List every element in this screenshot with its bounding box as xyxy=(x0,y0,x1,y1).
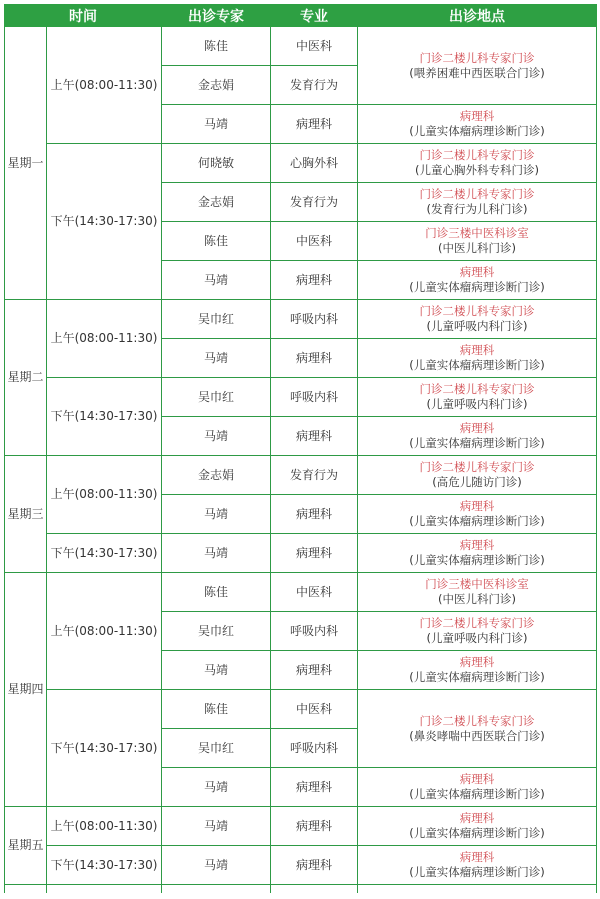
location-cell xyxy=(358,378,597,417)
location-sub: (儿童实体瘤病理诊断门诊) xyxy=(409,358,545,372)
slot-cell: 下午(14:30-17:30) xyxy=(47,144,162,300)
table-row xyxy=(5,846,597,885)
location-cell xyxy=(358,417,597,456)
footer-cell xyxy=(271,885,358,894)
location-cell xyxy=(358,807,597,846)
location-cell xyxy=(358,222,597,261)
location-sub: (儿童实体瘤病理诊断门诊) xyxy=(409,670,545,684)
dept-cell: 中医科 xyxy=(271,690,358,729)
location-main: 门诊二楼儿科专家门诊 xyxy=(419,187,535,201)
day-cell-tuesday: 星期二 xyxy=(5,300,47,456)
dept-cell: 呼吸内科 xyxy=(271,612,358,651)
location-cell xyxy=(358,183,597,222)
footer-cell xyxy=(358,885,597,894)
location-main: 病理科 xyxy=(459,850,495,864)
slot-cell: 下午(14:30-17:30) xyxy=(47,534,162,573)
location-sub: (儿童实体瘤病理诊断门诊) xyxy=(409,280,545,294)
location-main: 病理科 xyxy=(459,421,495,435)
table-row xyxy=(5,690,597,729)
location-sub: (儿童心胸外科专科门诊) xyxy=(415,163,539,177)
header-row xyxy=(5,5,597,27)
dept-cell: 发育行为 xyxy=(271,66,358,105)
expert-cell: 吴巾红 xyxy=(162,378,271,417)
dept-cell: 病理科 xyxy=(271,651,358,690)
dept-cell: 呼吸内科 xyxy=(271,729,358,768)
slot-cell: 上午(08:00-11:30) xyxy=(47,300,162,378)
location-main: 门诊二楼儿科专家门诊 xyxy=(419,304,535,318)
slot-cell: 上午(08:00-11:30) xyxy=(47,456,162,534)
dept-cell: 中医科 xyxy=(271,222,358,261)
expert-cell: 马靖 xyxy=(162,846,271,885)
expert-cell: 马靖 xyxy=(162,339,271,378)
location-main: 病理科 xyxy=(459,343,495,357)
expert-cell: 马靖 xyxy=(162,417,271,456)
dept-cell: 病理科 xyxy=(271,261,358,300)
location-sub: (高危儿随访门诊) xyxy=(432,475,522,489)
location-sub: (儿童呼吸内科门诊) xyxy=(426,397,528,411)
location-cell xyxy=(358,612,597,651)
slot-cell: 上午(08:00-11:30) xyxy=(47,807,162,846)
expert-cell: 吴巾红 xyxy=(162,729,271,768)
dept-cell: 病理科 xyxy=(271,807,358,846)
dept-cell: 呼吸内科 xyxy=(271,378,358,417)
location-main: 门诊二楼儿科专家门诊 xyxy=(419,382,535,396)
slot-cell: 下午(14:30-17:30) xyxy=(47,846,162,885)
dept-cell: 中医科 xyxy=(271,573,358,612)
location-cell xyxy=(358,456,597,495)
dept-cell: 病理科 xyxy=(271,105,358,144)
location-cell xyxy=(358,144,597,183)
expert-cell: 金志娟 xyxy=(162,183,271,222)
header-time: 时间 xyxy=(5,5,162,27)
dept-cell: 病理科 xyxy=(271,495,358,534)
dept-cell: 发育行为 xyxy=(271,456,358,495)
dept-cell: 病理科 xyxy=(271,534,358,573)
dept-cell: 病理科 xyxy=(271,417,358,456)
location-sub: (中医儿科门诊) xyxy=(438,241,516,255)
table-row xyxy=(5,300,597,339)
table-row xyxy=(5,27,597,66)
slot-cell: 下午(14:30-17:30) xyxy=(47,690,162,807)
location-cell xyxy=(358,651,597,690)
location-main: 病理科 xyxy=(459,811,495,825)
location-main: 病理科 xyxy=(459,772,495,786)
expert-cell: 吴巾红 xyxy=(162,612,271,651)
table-row xyxy=(5,144,597,183)
day-cell-thursday: 星期四 xyxy=(5,573,47,807)
expert-cell: 马靖 xyxy=(162,105,271,144)
table-row xyxy=(5,573,597,612)
location-main: 病理科 xyxy=(459,538,495,552)
dept-cell: 病理科 xyxy=(271,339,358,378)
location-main: 门诊三楼中医科诊室 xyxy=(425,226,529,240)
location-sub: (儿童实体瘤病理诊断门诊) xyxy=(409,514,545,528)
table-row xyxy=(5,534,597,573)
location-main: 门诊二楼儿科专家门诊 xyxy=(419,460,535,474)
location-cell xyxy=(358,768,597,807)
header-location: 出诊地点 xyxy=(358,5,597,27)
header-dept: 专业 xyxy=(271,5,358,27)
header-expert: 出诊专家 xyxy=(162,5,271,27)
location-cell xyxy=(358,300,597,339)
location-cell xyxy=(358,495,597,534)
expert-cell: 陈佳 xyxy=(162,573,271,612)
location-sub: (儿童实体瘤病理诊断门诊) xyxy=(409,436,545,450)
dept-cell: 呼吸内科 xyxy=(271,300,358,339)
location-main: 门诊二楼儿科专家门诊 xyxy=(419,148,535,162)
location-sub: (儿童呼吸内科门诊) xyxy=(426,631,528,645)
location-main: 门诊二楼儿科专家门诊 xyxy=(419,50,535,65)
expert-cell: 陈佳 xyxy=(162,222,271,261)
table-footer-row xyxy=(5,885,597,894)
location-main: 病理科 xyxy=(459,655,495,669)
dept-cell: 病理科 xyxy=(271,768,358,807)
expert-cell: 马靖 xyxy=(162,651,271,690)
footer-cell xyxy=(5,885,47,894)
location-sub: (鼻炎哮喘中西医联合门诊) xyxy=(409,728,545,743)
expert-cell: 陈佳 xyxy=(162,27,271,66)
location-sub: (儿童实体瘤病理诊断门诊) xyxy=(409,124,545,138)
location-sub: (儿童实体瘤病理诊断门诊) xyxy=(409,553,545,567)
expert-cell: 金志娟 xyxy=(162,456,271,495)
location-sub: (儿童实体瘤病理诊断门诊) xyxy=(409,787,545,801)
dept-cell: 心胸外科 xyxy=(271,144,358,183)
day-cell-wednesday: 星期三 xyxy=(5,456,47,573)
slot-cell: 下午(14:30-17:30) xyxy=(47,378,162,456)
location-sub: (发育行为儿科门诊) xyxy=(426,202,528,216)
table-row xyxy=(5,456,597,495)
dept-cell: 发育行为 xyxy=(271,183,358,222)
location-main: 病理科 xyxy=(459,499,495,513)
expert-cell: 马靖 xyxy=(162,534,271,573)
location-main: 门诊三楼中医科诊室 xyxy=(425,577,529,591)
location-sub: (喂养困难中西医联合门诊) xyxy=(409,65,545,80)
day-cell-monday: 星期一 xyxy=(5,27,47,300)
expert-cell: 马靖 xyxy=(162,807,271,846)
location-cell xyxy=(358,261,597,300)
location-sub: (中医儿科门诊) xyxy=(438,592,516,606)
location-cell xyxy=(358,534,597,573)
table-row xyxy=(5,807,597,846)
location-sub: (儿童呼吸内科门诊) xyxy=(426,319,528,333)
dept-cell: 病理科 xyxy=(271,846,358,885)
location-cell xyxy=(358,339,597,378)
expert-cell: 马靖 xyxy=(162,261,271,300)
slot-cell: 上午(08:00-11:30) xyxy=(47,573,162,690)
expert-cell: 马靖 xyxy=(162,495,271,534)
location-sub: (儿童实体瘤病理诊断门诊) xyxy=(409,826,545,840)
expert-cell: 马靖 xyxy=(162,768,271,807)
day-cell-friday: 星期五 xyxy=(5,807,47,885)
location-main: 门诊二楼儿科专家门诊 xyxy=(419,616,535,630)
location-main: 病理科 xyxy=(459,109,495,123)
slot-cell: 上午(08:00-11:30) xyxy=(47,27,162,144)
footer-cell xyxy=(162,885,271,894)
location-cell xyxy=(358,105,597,144)
dept-cell: 中医科 xyxy=(271,27,358,66)
location-main: 门诊二楼儿科专家门诊 xyxy=(419,713,535,728)
location-cell xyxy=(358,846,597,885)
expert-cell: 金志娟 xyxy=(162,66,271,105)
location-cell xyxy=(358,27,597,105)
expert-cell: 陈佳 xyxy=(162,690,271,729)
clinic-schedule-table xyxy=(4,4,597,893)
table-row xyxy=(5,378,597,417)
footer-cell xyxy=(47,885,162,894)
location-main: 病理科 xyxy=(459,265,495,279)
location-sub: (儿童实体瘤病理诊断门诊) xyxy=(409,865,545,879)
expert-cell: 何晓敏 xyxy=(162,144,271,183)
location-cell xyxy=(358,690,597,768)
expert-cell: 吴巾红 xyxy=(162,300,271,339)
location-cell xyxy=(358,573,597,612)
